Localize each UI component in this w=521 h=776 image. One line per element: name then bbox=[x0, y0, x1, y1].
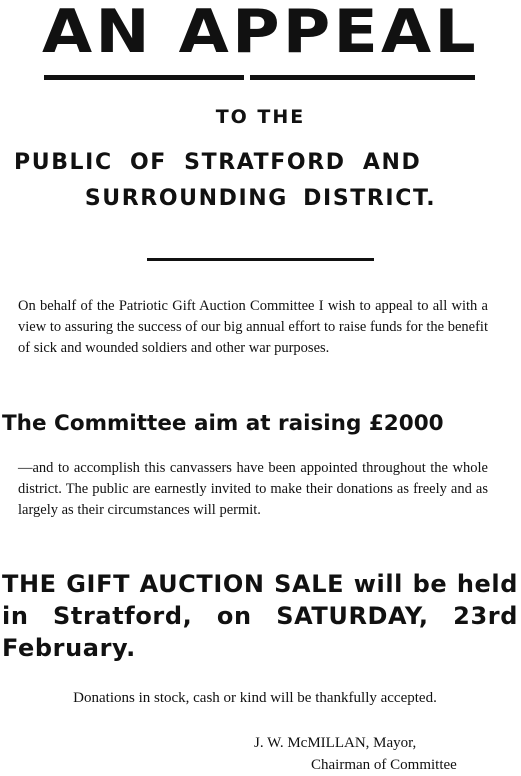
signature-block bbox=[250, 732, 490, 776]
committee-aim-heading: The Committee aim at raising £2000 bbox=[2, 411, 444, 436]
canvassers-paragraph: —and to accomplish this canvassers have been appointed throughout the whole district. The public are earnestly invited to make their donations as freely and as largely as their circumstances will permit. bbox=[18, 460, 488, 518]
title-rule-right bbox=[250, 75, 475, 80]
appeal-paragraph: On behalf of the Patriotic Gift Auction Committee I wish to appeal to all with a view to assuring the success of our big annual effort to raise funds for the benefit of sick and wounded soldiers and other war purposes. bbox=[18, 298, 488, 356]
auction-sale-notice: THE GIFT AUCTION SALE will be held in Stratford, on SATURDAY, 23rd February. bbox=[2, 570, 518, 662]
audience-heading-line1: PUBLIC OF STRATFORD AND bbox=[14, 150, 422, 175]
title-rule-left bbox=[44, 75, 244, 80]
donations-note: Donations in stock, cash or kind will be thankfully accepted. bbox=[73, 690, 437, 706]
to-the-heading: TO THE bbox=[215, 106, 306, 128]
signer-role: Chairman of Committee bbox=[311, 757, 457, 773]
section-divider bbox=[147, 258, 374, 261]
signer-name: J. W. McMILLAN, Mayor, bbox=[254, 735, 417, 751]
poster-title: AN APPEAL bbox=[42, 0, 479, 67]
audience-heading-line2: SURROUNDING DISTRICT. bbox=[84, 186, 437, 211]
